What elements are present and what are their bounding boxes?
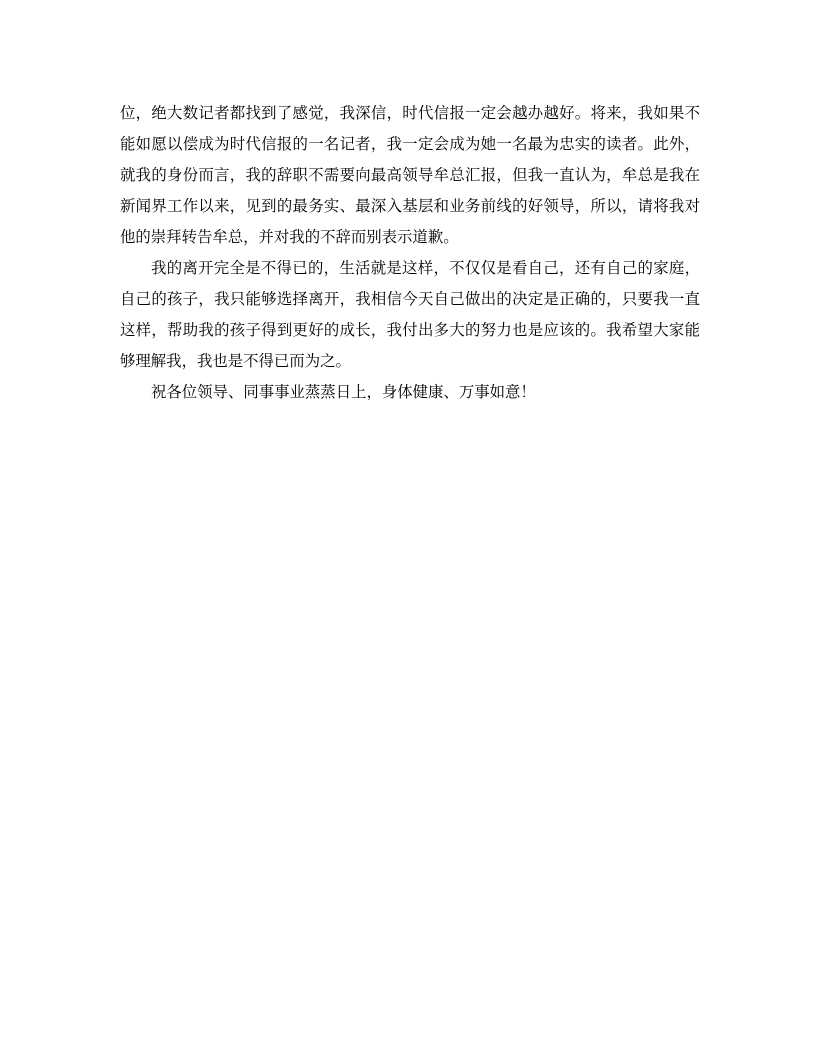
document-body bbox=[120, 98, 700, 408]
paragraph-reason-for-leaving: 我的离开完全是不得已的，生活就是这样，不仅仅是看自己，还有自己的家庭，自己的孩子，我只能够选择离开，我相信今天自己做出的决定是正确的，只要我一直这样，帮助我的孩子得到更好的成长，我付出多大的努力也是应该的。我希望大家能够理解我，我也是不得已而为之。 bbox=[120, 259, 700, 370]
paragraph-continuation: 位，绝大数记者都找到了感觉，我深信，时代信报一定会越办越好。将来，我如果不能如愿以偿成为时代信报的一名记者，我一定会成为她一名最为忠实的读者。此外，就我的身份而言，我的辞职不需要向最高领导牟总汇报，但我一直认为，牟总是我在新闻界工作以来，见到的最务实、最深入基层和业务前线的好领导，所以，请将我对他的崇拜转告牟总，并对我的不辞而别表示道歉。 bbox=[120, 104, 700, 246]
paragraph-closing-wishes: 祝各位领导、同事事业蒸蒸日上，身体健康、万事如意！ bbox=[151, 383, 536, 401]
